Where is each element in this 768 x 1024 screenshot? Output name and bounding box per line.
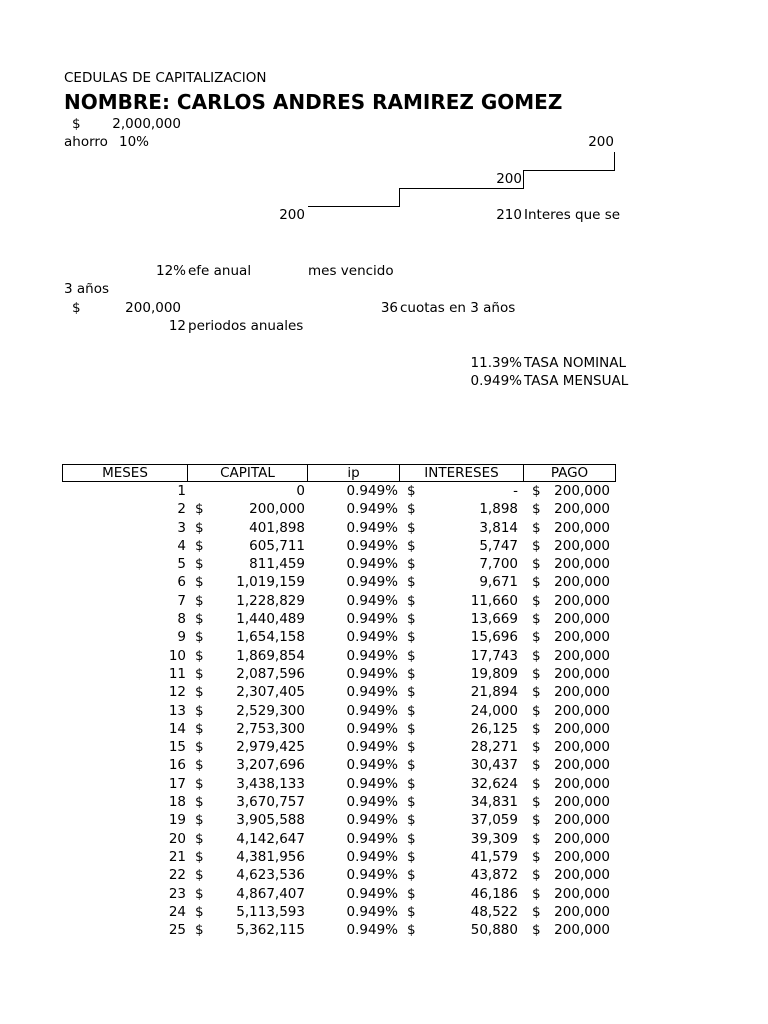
cell-ip: 0.949%	[346, 775, 398, 792]
cell-capital-currency: $	[195, 922, 204, 939]
cell-pago: 200,000	[554, 867, 610, 884]
cell-capital-currency: $	[195, 885, 204, 902]
cell-pago: 200,000	[554, 702, 610, 719]
cell-pago: 200,000	[554, 556, 610, 573]
cell-capital: 3,438,133	[236, 775, 305, 792]
rate-label: efe anual	[188, 263, 252, 279]
diagram-step-mid-vertical	[523, 170, 524, 189]
cell-pago-currency: $	[532, 702, 541, 719]
cell-capital: 811,459	[249, 556, 305, 573]
cell-meses: 12	[168, 684, 186, 701]
payment-currency: $	[72, 300, 81, 316]
cell-pago-currency: $	[532, 665, 541, 682]
cell-intereses-currency: $	[407, 794, 416, 811]
diagram-step-low-horizontal	[308, 206, 400, 207]
amount-currency: $	[72, 116, 81, 132]
cell-capital: 4,381,956	[236, 848, 305, 865]
cell-ip: 0.949%	[346, 556, 398, 573]
table-row	[62, 647, 616, 665]
cell-ip: 0.949%	[346, 830, 398, 847]
table-row	[62, 519, 616, 537]
years-label: 3 años	[64, 281, 110, 297]
cell-capital: 3,670,757	[236, 794, 305, 811]
cell-meses: 24	[168, 903, 186, 920]
period-label: mes vencido	[308, 263, 394, 279]
table-row	[62, 866, 616, 884]
cell-intereses: 17,743	[470, 647, 518, 664]
cell-intereses: -	[513, 483, 518, 499]
cell-intereses-currency: $	[407, 848, 416, 865]
cell-ip: 0.949%	[346, 629, 398, 646]
cell-pago: 200,000	[554, 629, 610, 646]
cell-ip: 0.949%	[346, 739, 398, 756]
cell-capital-currency: $	[195, 775, 204, 792]
cell-intereses-currency: $	[407, 483, 416, 499]
cell-intereses: 50,880	[470, 922, 518, 939]
cell-capital-currency: $	[195, 794, 204, 811]
cell-pago-currency: $	[532, 501, 541, 518]
cell-intereses-currency: $	[407, 574, 416, 591]
table-row	[62, 885, 616, 903]
cell-capital-currency: $	[195, 611, 204, 628]
cell-ip: 0.949%	[346, 519, 398, 536]
cell-intereses: 3,814	[479, 519, 518, 536]
cell-capital-currency: $	[195, 903, 204, 920]
table-body	[62, 482, 616, 939]
cell-capital: 2,753,300	[236, 720, 305, 737]
cell-pago: 200,000	[554, 611, 610, 628]
monthly-rate-label: TASA MENSUAL	[524, 373, 629, 389]
cell-capital: 3,905,588	[236, 812, 305, 829]
cell-meses: 25	[168, 922, 186, 939]
cell-capital: 2,307,405	[236, 684, 305, 701]
cell-ip: 0.949%	[346, 537, 398, 554]
cell-pago: 200,000	[554, 665, 610, 682]
cell-pago: 200,000	[554, 794, 610, 811]
cell-intereses-currency: $	[407, 812, 416, 829]
cell-capital-currency: $	[195, 592, 204, 609]
cell-intereses: 24,000	[470, 702, 518, 719]
diagram-step-top-horizontal	[524, 170, 615, 171]
cell-capital: 1,228,829	[236, 592, 305, 609]
periods-label: periodos anuales	[188, 318, 304, 334]
capitalization-table	[62, 464, 616, 939]
cell-intereses-currency: $	[407, 739, 416, 756]
cell-intereses-currency: $	[407, 629, 416, 646]
cell-pago: 200,000	[554, 812, 610, 829]
cell-intereses: 15,696	[470, 629, 518, 646]
ahorro-percent: 10%	[119, 134, 150, 150]
cell-meses: 16	[168, 757, 186, 774]
cell-pago: 200,000	[554, 775, 610, 792]
cell-capital-currency: $	[195, 519, 204, 536]
diagram-mid-value: 200	[496, 171, 522, 187]
cell-intereses-currency: $	[407, 885, 416, 902]
cell-meses: 4	[177, 537, 186, 554]
cell-intereses-currency: $	[407, 830, 416, 847]
table-row	[62, 665, 616, 683]
cell-pago-currency: $	[532, 574, 541, 591]
cell-intereses: 37,059	[470, 812, 518, 829]
cell-pago-currency: $	[532, 739, 541, 756]
cell-intereses-currency: $	[407, 903, 416, 920]
cell-intereses: 28,271	[470, 739, 518, 756]
cell-pago-currency: $	[532, 848, 541, 865]
nominal-rate-label: TASA NOMINAL	[524, 355, 626, 371]
cell-intereses-currency: $	[407, 611, 416, 628]
periods-value: 12	[168, 318, 186, 334]
diagram-left-value: 200	[279, 207, 305, 223]
cell-capital: 0	[296, 483, 305, 499]
sheet-subtitle: CEDULAS DE CAPITALIZACION	[64, 70, 267, 86]
cell-meses: 18	[168, 794, 186, 811]
cell-capital: 1,869,854	[236, 647, 305, 664]
cell-intereses: 7,700	[479, 556, 518, 573]
cell-capital: 4,142,647	[236, 830, 305, 847]
cell-pago: 200,000	[554, 519, 610, 536]
cell-pago-currency: $	[532, 592, 541, 609]
cell-meses: 9	[177, 629, 186, 646]
cell-intereses-currency: $	[407, 665, 416, 682]
table-row	[62, 702, 616, 720]
table-row	[62, 921, 616, 939]
table-row	[62, 628, 616, 646]
cell-meses: 7	[177, 592, 186, 609]
cell-pago-currency: $	[532, 519, 541, 536]
cell-intereses: 21,894	[470, 684, 518, 701]
cell-ip: 0.949%	[346, 720, 398, 737]
cell-capital-currency: $	[195, 665, 204, 682]
cell-capital: 4,867,407	[236, 885, 305, 902]
cell-capital: 401,898	[249, 519, 305, 536]
cell-pago-currency: $	[532, 629, 541, 646]
cell-intereses-currency: $	[407, 647, 416, 664]
cell-meses: 19	[168, 812, 186, 829]
cell-pago: 200,000	[554, 830, 610, 847]
cell-ip: 0.949%	[346, 647, 398, 664]
table-row	[62, 793, 616, 811]
cell-intereses: 26,125	[470, 720, 518, 737]
ahorro-label: ahorro	[64, 134, 108, 150]
header-ip: ip	[308, 465, 400, 481]
cell-meses: 2	[177, 501, 186, 518]
sheet-title: NOMBRE: CARLOS ANDRES RAMIREZ GOMEZ	[64, 90, 563, 114]
cell-pago-currency: $	[532, 647, 541, 664]
table-row	[62, 738, 616, 756]
cell-pago-currency: $	[532, 483, 541, 499]
table-row	[62, 482, 616, 500]
cell-capital: 4,623,536	[236, 867, 305, 884]
cell-capital-currency: $	[195, 830, 204, 847]
table-row	[62, 500, 616, 518]
cell-pago-currency: $	[532, 556, 541, 573]
cell-pago: 200,000	[554, 739, 610, 756]
cell-pago-currency: $	[532, 830, 541, 847]
cell-capital: 2,087,596	[236, 665, 305, 682]
cell-intereses-currency: $	[407, 684, 416, 701]
cell-ip: 0.949%	[346, 611, 398, 628]
nominal-rate-value: 11.39%	[470, 355, 522, 371]
cell-intereses: 5,747	[479, 537, 518, 554]
cell-pago: 200,000	[554, 684, 610, 701]
cell-intereses: 43,872	[470, 867, 518, 884]
cell-intereses: 11,660	[470, 592, 518, 609]
cell-pago-currency: $	[532, 611, 541, 628]
cell-ip: 0.949%	[346, 903, 398, 920]
cell-intereses: 48,522	[470, 903, 518, 920]
cell-capital: 605,711	[249, 537, 305, 554]
cell-meses: 15	[168, 739, 186, 756]
table-header	[62, 464, 616, 482]
cell-ip: 0.949%	[346, 592, 398, 609]
diagram-step-top-vertical	[614, 152, 615, 171]
header-meses: MESES	[63, 465, 188, 481]
table-row	[62, 592, 616, 610]
cell-pago: 200,000	[554, 848, 610, 865]
cell-intereses-currency: $	[407, 537, 416, 554]
cell-intereses-currency: $	[407, 519, 416, 536]
cell-intereses-currency: $	[407, 867, 416, 884]
cell-pago-currency: $	[532, 922, 541, 939]
cell-ip: 0.949%	[346, 757, 398, 774]
payment-value: 200,000	[125, 300, 181, 316]
table-row	[62, 775, 616, 793]
cell-capital-currency: $	[195, 684, 204, 701]
cell-pago-currency: $	[532, 812, 541, 829]
cell-pago: 200,000	[554, 574, 610, 591]
cell-pago: 200,000	[554, 647, 610, 664]
cell-meses: 13	[168, 702, 186, 719]
cell-meses: 11	[168, 665, 186, 682]
cell-meses: 14	[168, 720, 186, 737]
cell-capital-currency: $	[195, 812, 204, 829]
table-row	[62, 756, 616, 774]
cell-capital: 1,019,159	[236, 574, 305, 591]
cell-pago-currency: $	[532, 867, 541, 884]
cell-capital-currency: $	[195, 702, 204, 719]
cell-intereses: 34,831	[470, 794, 518, 811]
cell-capital-currency: $	[195, 647, 204, 664]
cell-ip: 0.949%	[346, 684, 398, 701]
cell-ip: 0.949%	[346, 483, 398, 499]
cell-intereses-currency: $	[407, 556, 416, 573]
cell-intereses-currency: $	[407, 501, 416, 518]
cell-intereses-currency: $	[407, 757, 416, 774]
table-row	[62, 811, 616, 829]
cell-intereses: 39,309	[470, 830, 518, 847]
cell-capital: 1,440,489	[236, 611, 305, 628]
cell-intereses: 19,809	[470, 665, 518, 682]
cell-intereses: 1,898	[479, 501, 518, 518]
cell-capital-currency: $	[195, 537, 204, 554]
cell-intereses-currency: $	[407, 775, 416, 792]
table-row	[62, 903, 616, 921]
cell-capital: 5,362,115	[236, 922, 305, 939]
table-row	[62, 683, 616, 701]
cell-pago-currency: $	[532, 757, 541, 774]
cell-capital: 2,529,300	[236, 702, 305, 719]
header-pago: PAGO	[550, 465, 589, 481]
table-row	[62, 537, 616, 555]
cell-capital-currency: $	[195, 867, 204, 884]
cell-ip: 0.949%	[346, 922, 398, 939]
cell-pago-currency: $	[532, 720, 541, 737]
monthly-rate-value: 0.949%	[470, 373, 522, 389]
cell-intereses: 46,186	[470, 885, 518, 902]
cell-ip: 0.949%	[346, 848, 398, 865]
cell-ip: 0.949%	[346, 867, 398, 884]
cell-meses: 22	[168, 867, 186, 884]
cell-intereses: 13,669	[470, 611, 518, 628]
cell-intereses-currency: $	[407, 592, 416, 609]
cell-capital-currency: $	[195, 501, 204, 518]
cell-capital-currency: $	[195, 757, 204, 774]
cell-capital-currency: $	[195, 720, 204, 737]
rate-value: 12%	[155, 263, 186, 279]
cell-ip: 0.949%	[346, 885, 398, 902]
cell-ip: 0.949%	[346, 574, 398, 591]
cell-ip: 0.949%	[346, 794, 398, 811]
cell-capital-currency: $	[195, 739, 204, 756]
cell-pago: 200,000	[554, 501, 610, 518]
cell-pago: 200,000	[554, 592, 610, 609]
quotas-value: 36	[380, 300, 398, 316]
cell-capital: 3,207,696	[236, 757, 305, 774]
cell-capital: 200,000	[249, 501, 305, 518]
cell-meses: 10	[168, 647, 186, 664]
cell-capital-currency: $	[195, 848, 204, 865]
cell-meses: 20	[168, 830, 186, 847]
cell-meses: 6	[177, 574, 186, 591]
cell-pago-currency: $	[532, 903, 541, 920]
table-row	[62, 573, 616, 591]
cell-intereses: 41,579	[470, 848, 518, 865]
diagram-step-low-vertical	[399, 188, 400, 207]
cell-ip: 0.949%	[346, 702, 398, 719]
diagram-right-value: 210	[496, 207, 522, 223]
cell-pago: 200,000	[554, 922, 610, 939]
cell-meses: 17	[168, 775, 186, 792]
cell-intereses: 30,437	[470, 757, 518, 774]
cell-ip: 0.949%	[346, 665, 398, 682]
amount-value: 2,000,000	[112, 116, 181, 132]
cell-capital: 5,113,593	[236, 903, 305, 920]
cell-pago-currency: $	[532, 794, 541, 811]
cell-capital-currency: $	[195, 574, 204, 591]
table-row	[62, 720, 616, 738]
diagram-step-mid-horizontal	[400, 188, 524, 189]
cell-meses: 23	[168, 885, 186, 902]
cell-intereses-currency: $	[407, 702, 416, 719]
cell-pago: 200,000	[554, 885, 610, 902]
diagram-top-value: 200	[588, 134, 614, 150]
cell-intereses: 9,671	[479, 574, 518, 591]
cell-capital: 1,654,158	[236, 629, 305, 646]
cell-ip: 0.949%	[346, 812, 398, 829]
quotas-label: cuotas en 3 años	[400, 300, 516, 316]
cell-meses: 8	[177, 611, 186, 628]
cell-pago: 200,000	[554, 903, 610, 920]
cell-pago: 200,000	[554, 537, 610, 554]
cell-capital-currency: $	[195, 629, 204, 646]
cell-pago-currency: $	[532, 775, 541, 792]
cell-ip: 0.949%	[346, 501, 398, 518]
cell-intereses-currency: $	[407, 720, 416, 737]
table-row	[62, 848, 616, 866]
cell-pago: 200,000	[554, 720, 610, 737]
header-capital: CAPITAL	[188, 465, 308, 481]
cell-pago: 200,000	[554, 757, 610, 774]
cell-meses: 1	[177, 483, 186, 499]
cell-pago-currency: $	[532, 684, 541, 701]
cell-pago-currency: $	[532, 537, 541, 554]
cell-capital: 2,979,425	[236, 739, 305, 756]
cell-meses: 5	[177, 556, 186, 573]
cell-meses: 21	[168, 848, 186, 865]
diagram-right-label: Interes que se	[524, 207, 621, 223]
cell-pago-currency: $	[532, 885, 541, 902]
cell-capital-currency: $	[195, 556, 204, 573]
cell-pago: 200,000	[554, 483, 610, 499]
cell-intereses: 32,624	[470, 775, 518, 792]
cell-intereses-currency: $	[407, 922, 416, 939]
cell-meses: 3	[177, 519, 186, 536]
table-row	[62, 830, 616, 848]
header-intereses: INTERESES	[400, 465, 524, 481]
table-row	[62, 555, 616, 573]
table-row	[62, 610, 616, 628]
